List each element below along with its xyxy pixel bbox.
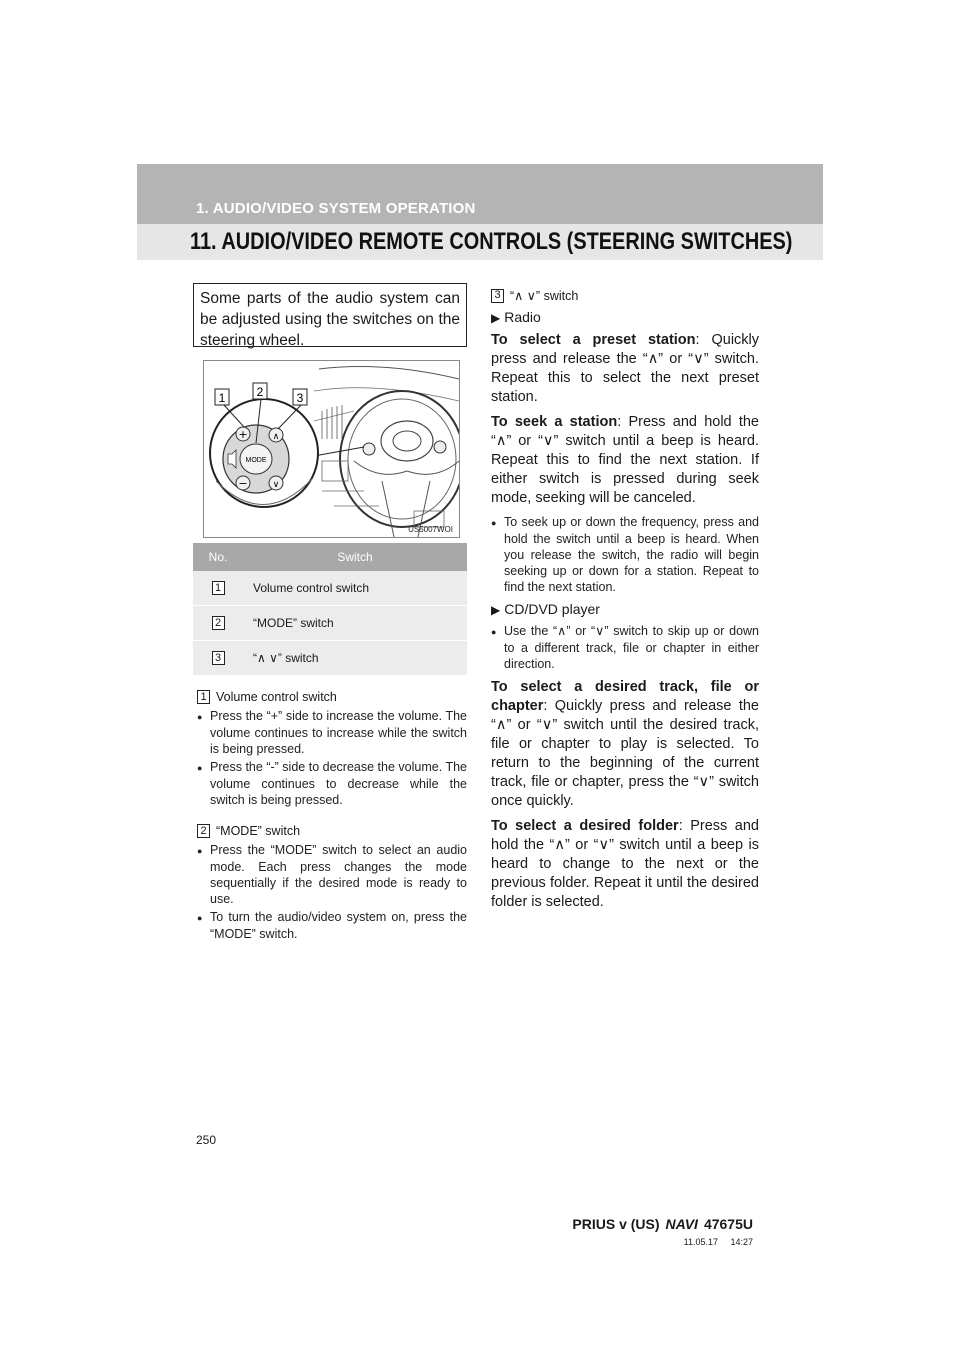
table-header bbox=[193, 543, 467, 571]
steering-switch-illustration bbox=[203, 360, 460, 538]
chapter-title: 11. AUDIO/VIDEO REMOTE CONTROLS (STEERING SWITCHES) bbox=[190, 228, 793, 255]
table-row bbox=[193, 606, 467, 641]
footer-date: 11.05.17 14:27 bbox=[683, 1237, 753, 1247]
row-number: 2 bbox=[212, 616, 225, 630]
right-column bbox=[491, 288, 759, 918]
col-no: No. bbox=[208, 550, 228, 564]
intro-box: Some parts of the audio system can be adjusted using the switches on the steering wheel. bbox=[193, 283, 467, 347]
paragraph: To select a preset station: Quickly press and release the “∧” or “∨” switch. Repeat this to select the next preset station. bbox=[491, 332, 760, 405]
steering-wheel-drawing bbox=[204, 361, 460, 538]
svg-text:∨: ∨ bbox=[272, 480, 280, 490]
section-number: 1 bbox=[197, 690, 210, 704]
figure-code: US5007WOI bbox=[408, 525, 453, 534]
list-item: ● Press the “MODE” switch to select an audio mode. Each press changes the mode sequentially if the desired mode is ready to use. bbox=[197, 842, 467, 907]
row-switch: Volume control switch bbox=[253, 581, 370, 595]
figure-mode-label: MODE bbox=[245, 457, 267, 464]
list-item: ● Press the “+” side to increase the volume. The volume continues to increase while the switch is being pressed. bbox=[197, 708, 467, 757]
volume-switch-heading bbox=[197, 690, 467, 704]
section-number: 2 bbox=[197, 824, 210, 838]
page-number: 250 bbox=[196, 1133, 217, 1147]
section-title: “∧ ∨” switch bbox=[510, 289, 579, 303]
row-switch: “MODE” switch bbox=[253, 616, 334, 630]
row-number: 1 bbox=[212, 581, 225, 595]
svg-text:∧: ∧ bbox=[272, 432, 280, 442]
triangle-right-icon: ▶ bbox=[491, 603, 501, 617]
callout-2: 2 bbox=[256, 385, 264, 399]
paragraph: To select a desired folder: Press and hold the “∧” or “∨” switch until a beep is heard to change to the next or the previous folder. Repeat it until the desired folder is selected. bbox=[491, 818, 759, 910]
cd-heading: ▶ CD/DVD player bbox=[491, 601, 600, 617]
paragraph: To seek a station: Press and hold the “∧” or “∨” switch until a beep is heard. Repeat this to find the next station. If either switch is pressed during seek mode, seeking will be canceled. bbox=[491, 414, 759, 506]
svg-text:+: + bbox=[238, 428, 248, 441]
updown-switch-heading bbox=[491, 288, 759, 303]
list-item: ● Press the “-” side to decrease the volume. The volume continues to decrease while the switch is being pressed. bbox=[197, 759, 467, 808]
left-column bbox=[197, 690, 467, 944]
svg-text:−: − bbox=[238, 477, 248, 490]
table-row bbox=[193, 641, 467, 676]
mode-switch-heading bbox=[197, 824, 467, 838]
paragraph: To select a desired track, file or chapter: Quickly press and release the “∧” or “∨” switch until the desired track, file or chapter to play is selected. To return to the beginning of the current track, file or chapter, press the “∨” switch once quickly. bbox=[491, 679, 759, 809]
list-item: ● Use the “∧” or “∨” switch to skip up or down to a different track, file or chapter in either direction. bbox=[491, 623, 759, 672]
footer-model: PRIUS v (US) NAVI 47675U bbox=[572, 1216, 753, 1232]
triangle-right-icon: ▶ bbox=[491, 311, 501, 325]
section-label: 1. AUDIO/VIDEO SYSTEM OPERATION bbox=[196, 200, 476, 217]
row-switch: “∧ ∨” switch bbox=[253, 651, 319, 665]
table-row bbox=[193, 571, 467, 606]
col-switch: Switch bbox=[337, 550, 373, 564]
switch-table bbox=[193, 543, 467, 676]
list-item: ● To seek up or down the frequency, press and hold the switch until a beep is heard. When you release the switch, the radio will begin seeking up or down for a station. Repeat to find the next station. bbox=[491, 514, 759, 595]
radio-heading: ▶ Radio bbox=[491, 309, 541, 325]
list-item: ● To turn the audio/video system on, press the “MODE” switch. bbox=[197, 909, 467, 942]
section-title: “MODE” switch bbox=[216, 824, 301, 838]
row-number: 3 bbox=[212, 651, 225, 665]
section-number: 3 bbox=[491, 289, 504, 303]
callout-1: 1 bbox=[218, 391, 226, 405]
callout-3: 3 bbox=[296, 391, 304, 405]
section-title: Volume control switch bbox=[216, 690, 337, 704]
